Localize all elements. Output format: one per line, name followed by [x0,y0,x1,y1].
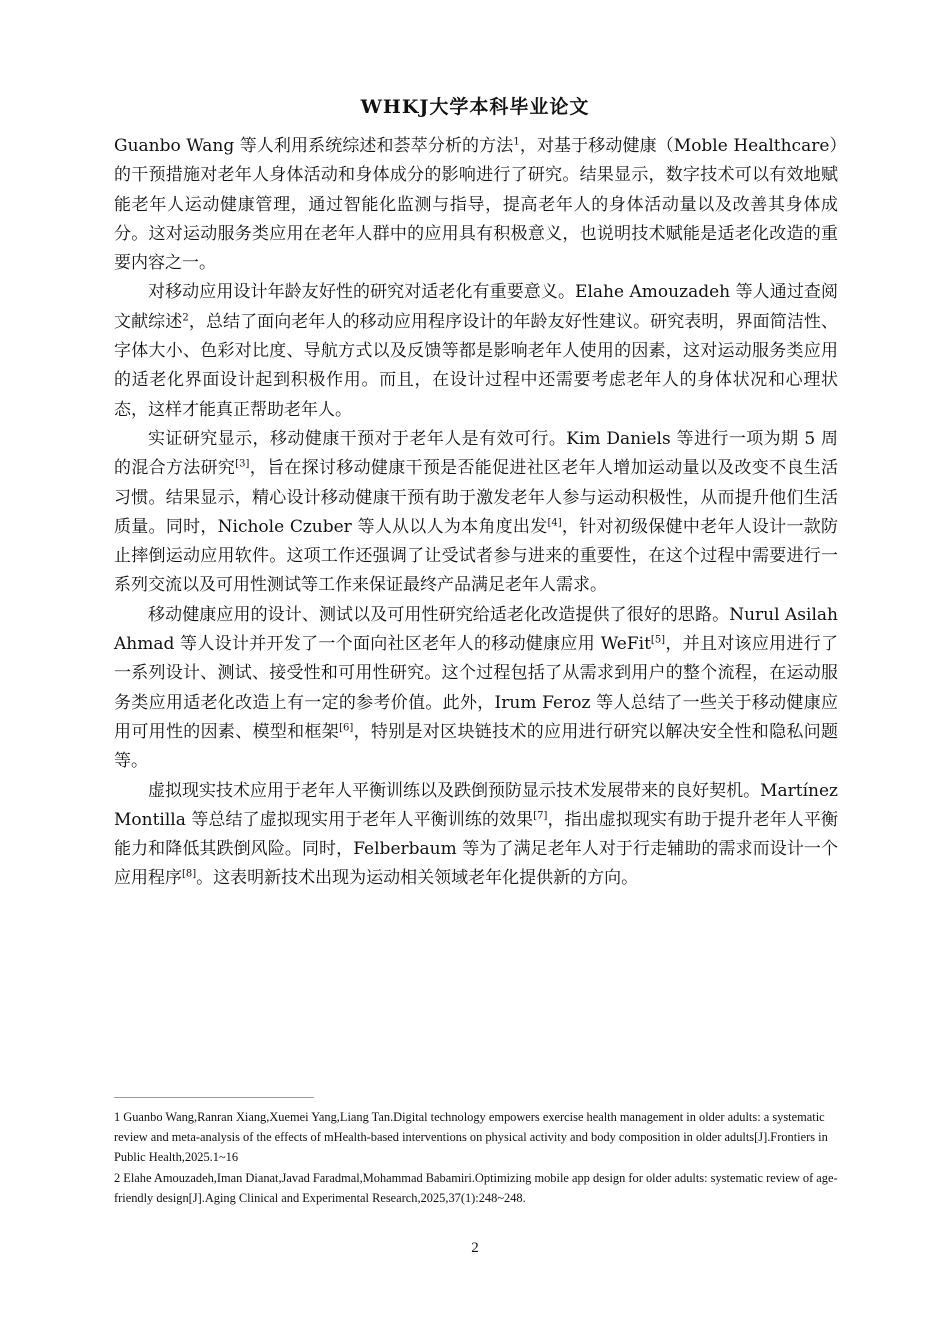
paragraph-text: ，并且对该应用进行了一系列设计、测试、接受性和可用性研究。这个过程包括了从需求到用户的整个流程，在运动服务类应用适老化改造上有一定的参考价值。此外，Irum Feroz 等人总结了一些关于移动健康应用可用性的因素、模型和框架 [114,634,838,742]
paragraph-text: ，特别是对区块链技术的应用进行研究以解决安全性和隐私问题等。 [114,721,839,772]
paragraph-5 [114,777,838,894]
paragraph-text: ，指出虚拟现实有助于提升老年人平衡能力和降低其跌倒风险。同时，Felberbaum 等为了满足老年人对于行走辅助的需求而设计一个应用程序 [114,809,838,889]
paragraph-text: ，总结了面向老年人的移动应用程序设计的年龄友好性建议。研究表明，界面简洁性、字体大小、色彩对比度、导航方式以及反馈等都是影响老年人使用的因素，这对运动服务类应用的适老化界面设计起到积极作用。而且，在设计过程中还需要考虑老年人的身体状况和心理状态，这样才能真正帮助老年人。 [114,311,839,420]
paragraph-text: 。这表明新技术出现为运动相关领域老年化提供新的方向。 [196,868,639,889]
footnotes [114,1107,838,1209]
citation-ref[interactable]: [8] [182,868,197,880]
paragraph-1 [114,132,838,278]
citation-ref[interactable]: [6] [339,722,354,734]
footnote-ref[interactable]: 2 [182,312,189,324]
paragraph-text: ，针对初级保健中老年人设计一款防止摔倒运动应用软件。这项工作还强调了让受试者参与进来的重要性，在这个过程中需要进行一系列交流以及可用性测试等工作来保证最终产品满足老年人需求。 [114,516,838,596]
page-number: 2 [471,1240,479,1256]
footnote-2: 2 Elahe Amouzadeh,Iman Dianat,Javad Faradmal,Mohammad Babamiri.Optimizing mobile app design for older adults: systematic review of age-friendly design[J].Aging Clinical and Experimental Research,2025,37(1):248~248. [114,1171,838,1205]
paragraph-text: 实证研究显示，移动健康干预对于老年人是有效可行。Kim Daniels 等进行一项为期 5 周的混合方法研究 [114,428,838,479]
citation-ref[interactable]: [5] [650,634,666,646]
paragraph-4 [114,601,838,777]
footnote-divider [114,1097,314,1098]
paragraph-2 [114,278,838,424]
paragraph-text: ，对基于移动健康（Moble Healthcare）的干预措施对老年人身体活动和身体成分的影响进行了研究。结果显示，数字技术可以有效地赋能老年人运动健康管理，通过智能化监测与指导，提高老年人的身体活动量以及改善其身体成分。这对运动服务类应用在老年人群中的应用具有积极意义，也说明技术赋能是适老化改造的重要内容之一。 [114,136,839,274]
paragraph-text: 移动健康应用的设计、测试以及可用性研究给适老化改造提供了很好的思路。Nurul Asilah Ahmad 等人设计并开发了一个面向社区老年人的移动健康应用 WeFit [114,604,838,655]
citation-ref[interactable]: [7] [533,810,548,822]
citation-ref[interactable]: [4] [547,517,562,529]
citation-ref[interactable]: [3] [235,458,250,470]
paragraph-text: Guanbo Wang 等人利用系统综述和荟萃分析的方法 [114,136,514,156]
footnote-ref[interactable]: 1 [513,136,520,148]
paragraph-text: 虚拟现实技术应用于老年人平衡训练以及跌倒预防显示技术发展带来的良好契机。Martínez Montilla 等总结了虚拟现实用于老年人平衡训练的效果 [114,780,838,830]
paragraph-text: ，旨在探讨移动健康干预是否能促进社区老年人增加运动量以及改变不良生活习惯。结果显示，精心设计移动健康干预有助于激发老年人参与运动积极性，从而提升他们生活质量。同时，Nichole Czuber 等人从以人为本角度出发 [114,458,839,537]
page-header: WHKJ大学本科毕业论文 [360,96,590,118]
paragraph-text: 对移动应用设计年龄友好性的研究对适老化有重要意义。Elahe Amouzadeh 等人通过查阅文献综述 [114,282,838,332]
footnote-1: 1 Guanbo Wang,Ranran Xiang,Xuemei Yang,Liang Tan.Digital technology empowers exercise health management in older adults: a systematic review and meta-analysis of the effects of mHealth-based interventions on physical activity and body composition in older adults[J].Frontiers in Public Health,2025.1~16 [114,1110,828,1164]
paragraph-3 [114,425,838,601]
main-body [114,132,838,894]
